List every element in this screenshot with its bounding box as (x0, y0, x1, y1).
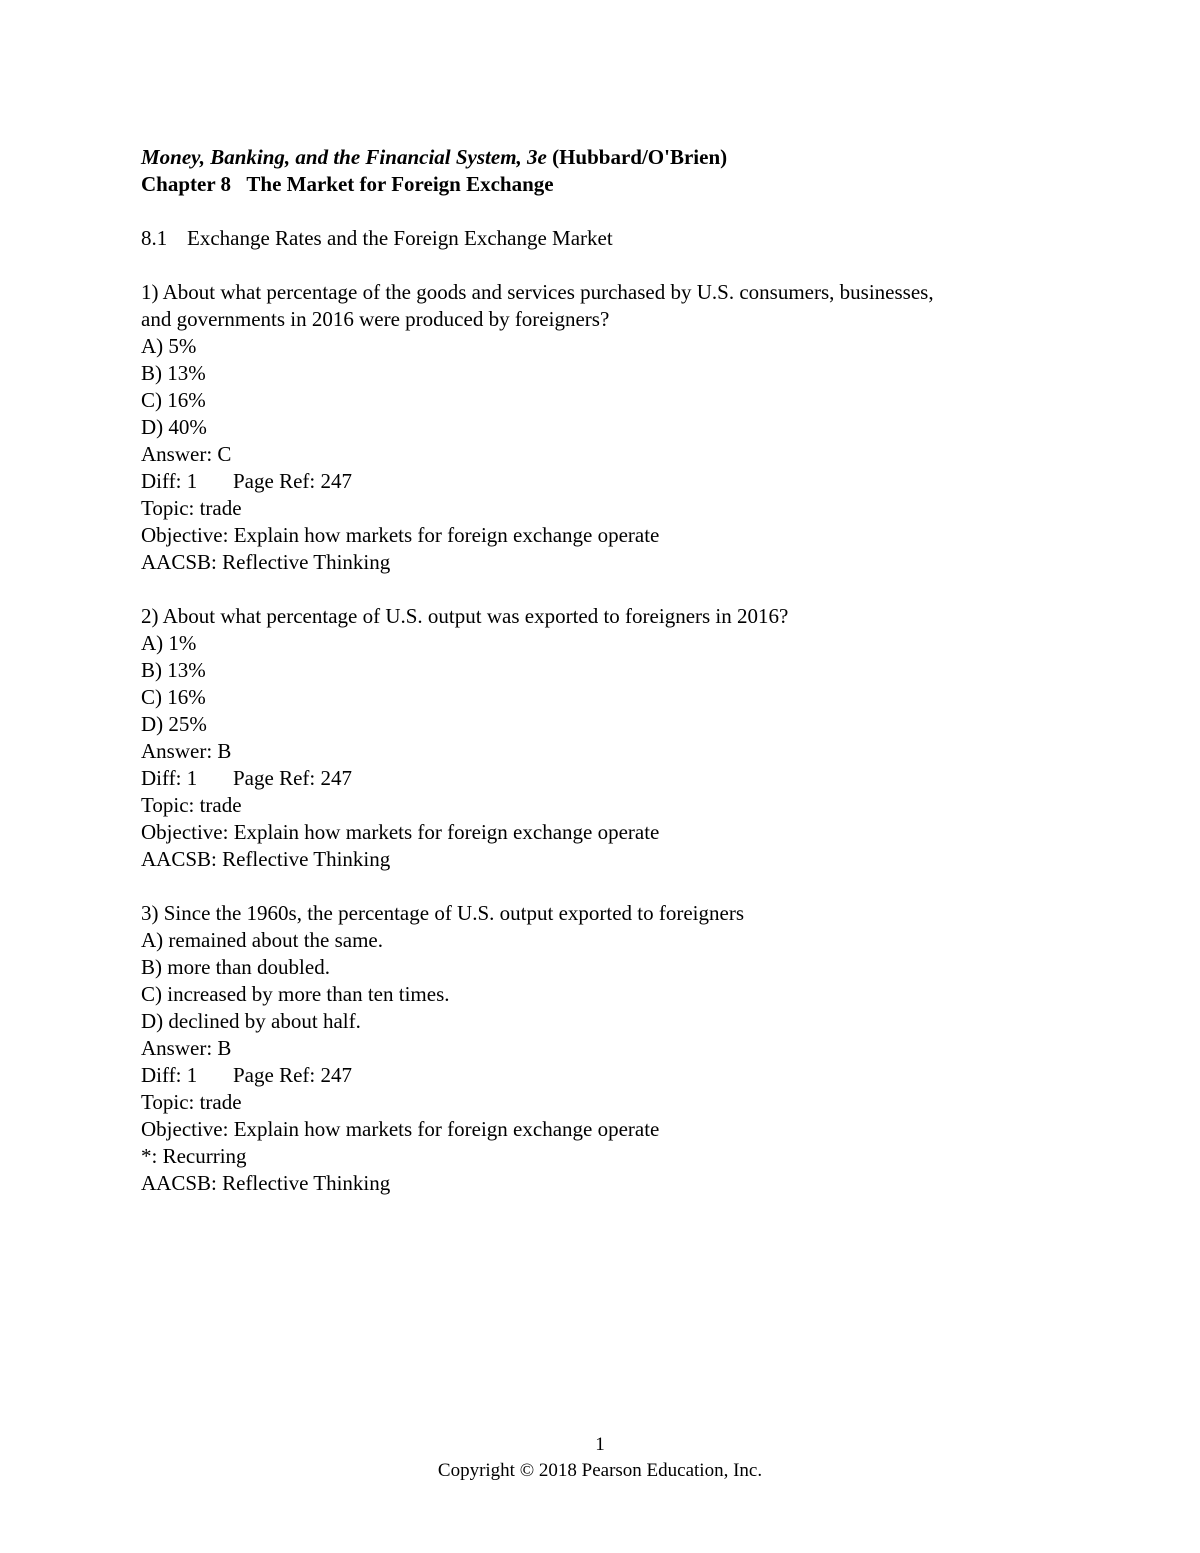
page-content (141, 144, 1081, 1197)
objective: Objective: Explain how markets for foreign exchange operate (141, 1117, 660, 1141)
book-title: Money, Banking, and the Financial System, 3e (141, 145, 547, 169)
difficulty: Diff: 1 (141, 766, 198, 790)
difficulty: Diff: 1 (141, 469, 198, 493)
answer-option: B) 13% (141, 658, 206, 682)
aacsb: AACSB: Reflective Thinking (141, 847, 391, 871)
section-heading (141, 225, 1081, 252)
question-1 (141, 279, 1081, 576)
recurring-tag: *: Recurring (141, 1144, 247, 1168)
question-stem-line: 1) About what percentage of the goods and services purchased by U.S. consumers, businesses, (141, 280, 934, 304)
topic: Topic: trade (141, 496, 242, 520)
copyright-notice: Copyright © 2018 Pearson Education, Inc. (437, 1460, 763, 1481)
spacer (141, 873, 1081, 900)
question-stem-line: and governments in 2016 were produced by foreigners? (141, 307, 610, 331)
section-title: Exchange Rates and the Foreign Exchange Market (187, 226, 613, 250)
answer-option: D) declined by about half. (141, 1009, 361, 1033)
spacer (141, 576, 1081, 603)
page-reference: Page Ref: 247 (233, 469, 352, 493)
topic: Topic: trade (141, 793, 242, 817)
answer-option: A) 5% (141, 334, 197, 358)
book-authors: (Hubbard/O'Brien) (552, 145, 728, 169)
page-number: 1 (595, 1434, 605, 1455)
answer-option: D) 25% (141, 712, 207, 736)
answer-option: C) 16% (141, 388, 206, 412)
chapter-label: Chapter 8 (141, 172, 232, 196)
page-reference: Page Ref: 247 (233, 766, 352, 790)
question-3 (141, 900, 1081, 1197)
answer-option: C) increased by more than ten times. (141, 982, 450, 1006)
difficulty-line (141, 765, 1081, 792)
correct-answer: Answer: B (141, 1036, 232, 1060)
answer-option: D) 40% (141, 415, 207, 439)
correct-answer: Answer: B (141, 739, 232, 763)
answer-option: C) 16% (141, 685, 206, 709)
topic: Topic: trade (141, 1090, 242, 1114)
aacsb: AACSB: Reflective Thinking (141, 550, 391, 574)
page-reference: Page Ref: 247 (233, 1063, 352, 1087)
answer-option: B) more than doubled. (141, 955, 330, 979)
answer-option: B) 13% (141, 361, 206, 385)
chapter-title-line (141, 171, 1081, 198)
correct-answer: Answer: C (141, 442, 232, 466)
objective: Objective: Explain how markets for foreign exchange operate (141, 523, 660, 547)
spacer (141, 252, 1081, 279)
answer-option: A) 1% (141, 631, 197, 655)
section-number: 8.1 (141, 226, 168, 250)
book-title-line (141, 144, 1081, 171)
aacsb: AACSB: Reflective Thinking (141, 1171, 391, 1195)
answer-option: A) remained about the same. (141, 928, 383, 952)
difficulty: Diff: 1 (141, 1063, 198, 1087)
spacer (141, 198, 1081, 225)
difficulty-line (141, 468, 1081, 495)
question-stem-line: 3) Since the 1960s, the percentage of U.S. output exported to foreigners (141, 901, 745, 925)
difficulty-line (141, 1062, 1081, 1089)
question-2 (141, 603, 1081, 873)
question-stem-line: 2) About what percentage of U.S. output was exported to foreigners in 2016? (141, 604, 789, 628)
chapter-title: The Market for Foreign Exchange (246, 172, 554, 196)
objective: Objective: Explain how markets for foreign exchange operate (141, 820, 660, 844)
